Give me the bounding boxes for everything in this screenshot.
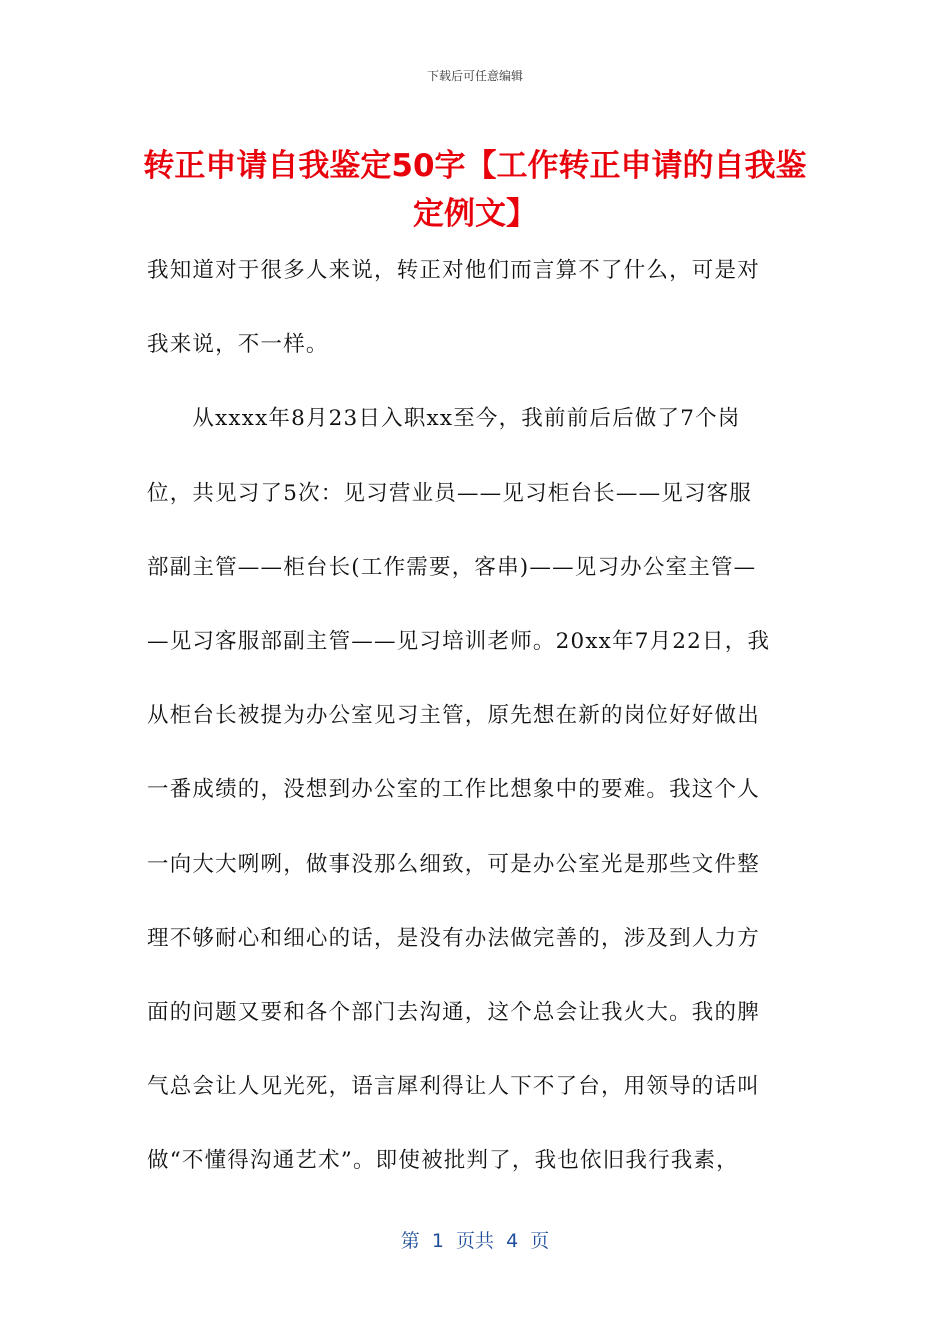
body-line: —见习客服部副主管——见习培训老师。20xx年7月22日，我	[147, 628, 771, 654]
body-line: 气总会让人见光死，语言犀利得让人下不了台，用领导的话叫	[147, 1074, 760, 1100]
body-line: 我来说，不一样。	[147, 332, 329, 358]
body-line: 从xxxx年8月23日入职xx至今，我前前后后做了7个岗	[147, 406, 741, 432]
body-line: 面的问题又要和各个部门去沟通，这个总会让我火大。我的脾	[147, 999, 760, 1025]
page-footer: 第 1 页共 4 页	[400, 1230, 550, 1252]
header-note: 下载后可任意编辑	[426, 69, 523, 83]
body-line: 理不够耐心和细心的话，是没有办法做完善的，涉及到人力方	[147, 925, 760, 951]
body-text	[147, 247, 807, 1211]
body-line: 一向大大咧咧，做事没那么细致，可是办公室光是那些文件整	[147, 851, 760, 877]
body-line: 做“不懂得沟通艺术”。即使被批判了，我也依旧我行我素，	[147, 1148, 739, 1174]
body-line: 从柜台长被提为办公室见习主管，原先想在新的岗位好好做出	[147, 703, 760, 729]
body-line: 部副主管——柜台长(工作需要，客串)——见习办公室主管—	[147, 554, 757, 580]
body-line: 一番成绩的，没想到办公室的工作比想象中的要难。我这个人	[147, 777, 760, 803]
body-line: 位，共见习了5次：见习营业员——见习柜台长——见习客服	[147, 480, 753, 506]
body-line: 我知道对于很多人来说，转正对他们而言算不了什么，可是对	[147, 258, 760, 283]
document-title: 转正申请自我鉴定50字【工作转正申请的自我鉴定例文】	[143, 148, 807, 232]
